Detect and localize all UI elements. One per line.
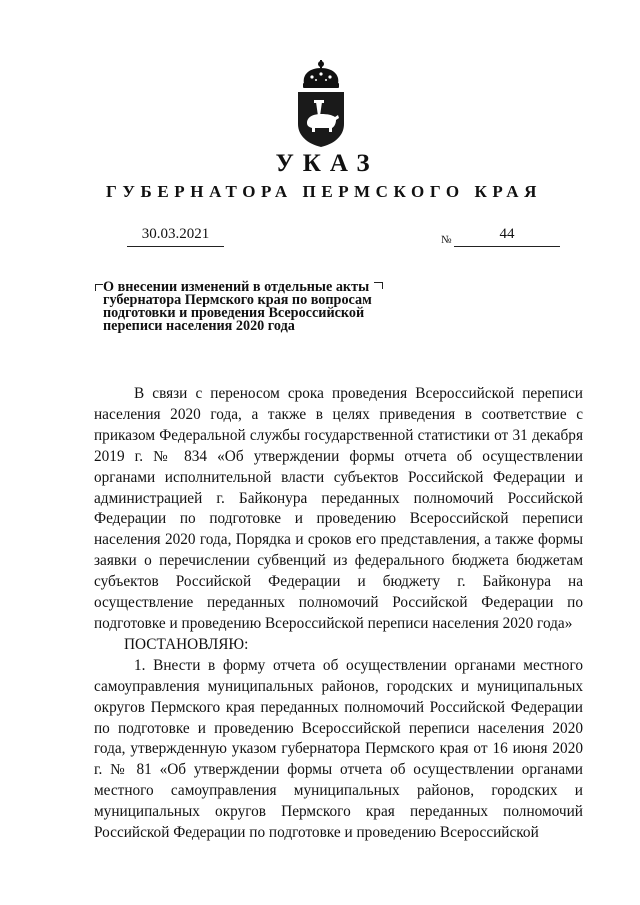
document-title: УКАЗ xyxy=(275,150,379,177)
coat-of-arms-icon xyxy=(290,58,352,148)
document-body xyxy=(94,384,583,844)
document-subject: О внесении изменений в отдельные акты губернатора Пермского края по вопросам подготовки и проведения Всероссийской переписи населения 2020 года xyxy=(103,279,372,334)
body-paragraph-2: 1. Внести в форму отчета об осуществлении органами местного самоуправления муниципальных районов, городских и муниципальных округов Пермского края переданных полномочий Российской Федерации по подготовке и проведению Всероссийской переписи населения 2020 года, утвержденную указом губернатора Пермского края от 16 июня 2020 г. № 81 «Об утверждении формы отчета об осуществлении органами местного самоуправления муниципальных районов, городских и муниципальных округов Пермского края переданных полномочий Российской Федерации по подготовке и проведению Всероссийской xyxy=(94,656,583,842)
document-subtitle: ГУБЕРНАТОРА ПЕРМСКОГО КРАЯ xyxy=(106,182,542,201)
document-number: 44 xyxy=(454,226,560,247)
body-paragraph-1: В связи с переносом срока проведения Всероссийской переписи населения 2020 года, а также в целях приведения в соответствие с приказом Федеральной службы государственной статистики от 31 декабря 2019 г. № 834 «Об утверждении формы отчета об осуществлении органами исполнительной власти субъектов Российской Федерации и администрацией г. Байконура переданных полномочий Российской Федерации по подготовке и проведению Всероссийской переписи населения 2020 года, Порядка и сроков его представления, а также формы заявки о перечислении субвенций из федерального бюджета бюджетам субъектов Российской Федерации и бюджету г. Байконура на осуществление переданных полномочий Российской Федерации по подготовке и проведению Всероссийской переписи населения 2020 года» xyxy=(94,385,583,632)
document-date: 30.03.2021 xyxy=(127,226,224,247)
subject-bracket-left xyxy=(95,284,103,291)
decree-word: ПОСТАНОВЛЯЮ: xyxy=(124,635,249,653)
number-label: № xyxy=(441,234,452,246)
